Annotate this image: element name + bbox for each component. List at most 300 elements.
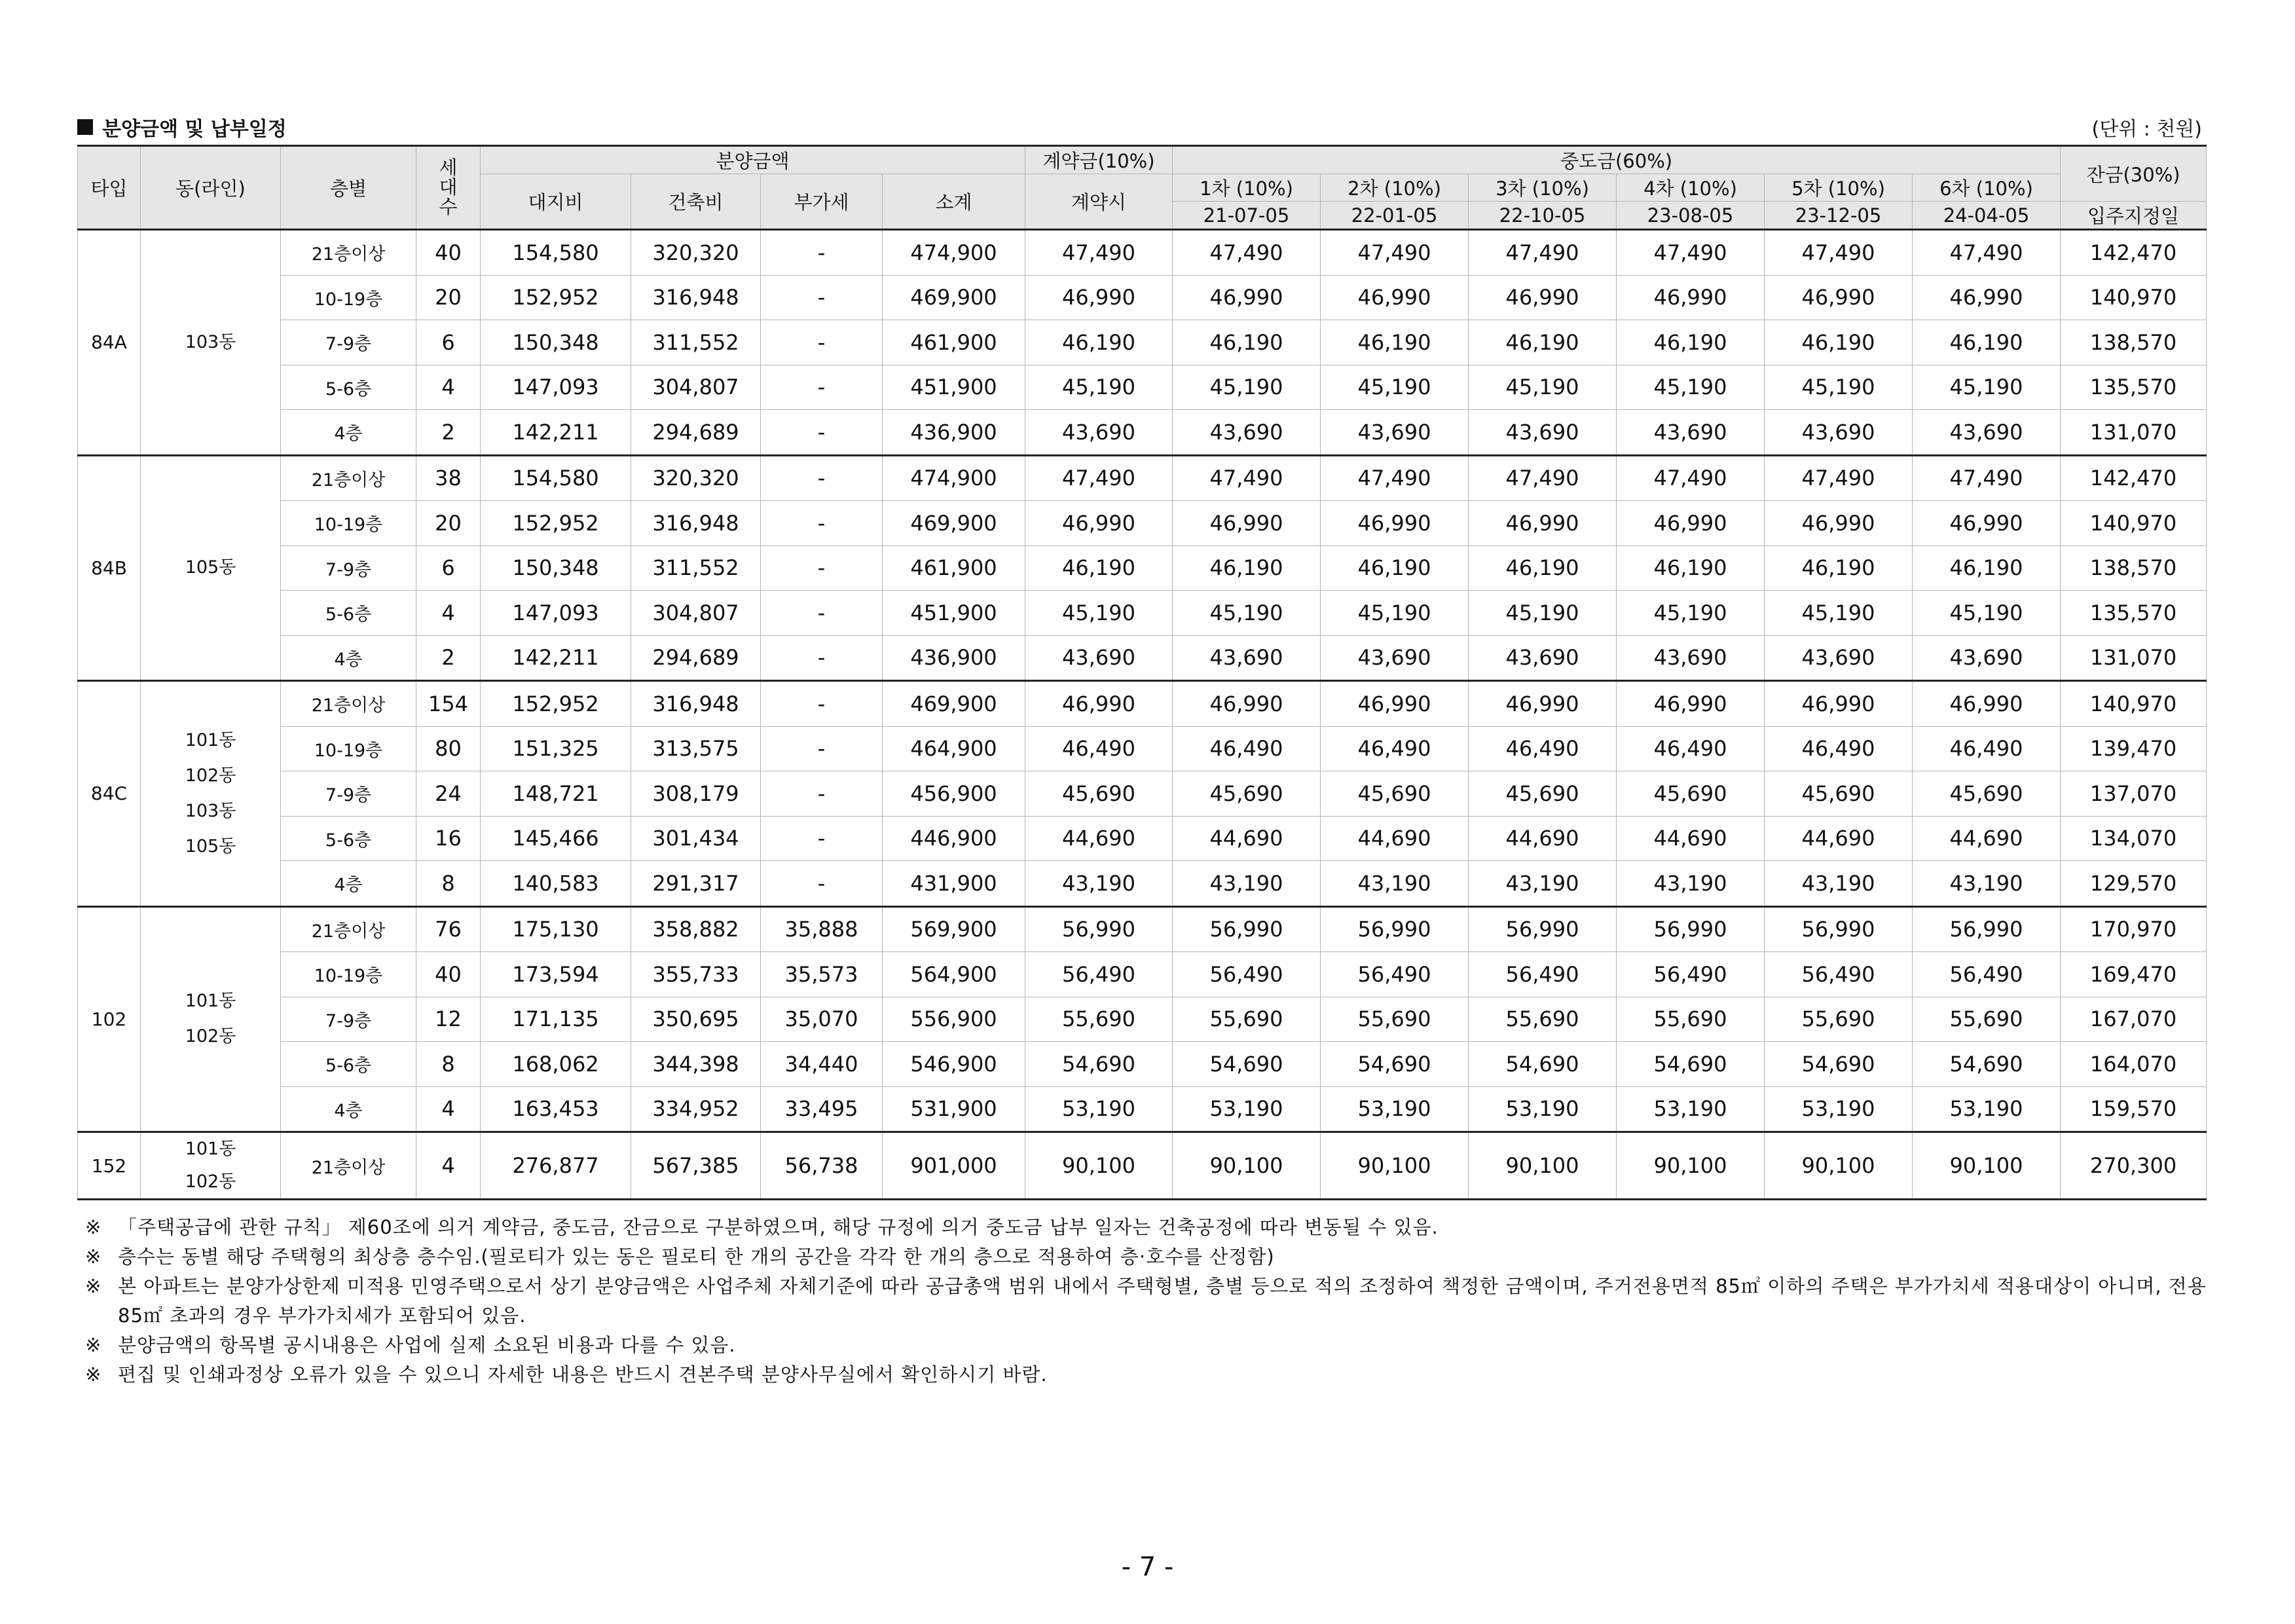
deposit-cell: 46,990 [1025, 275, 1173, 320]
middle-payment-cell: 45,190 [1913, 365, 2061, 410]
note-item [85, 1331, 2220, 1360]
subtotal-cell: 474,900 [883, 230, 1025, 276]
note-item [85, 1272, 2220, 1331]
middle-payment-cell: 45,690 [1173, 771, 1321, 817]
vat-cell: - [761, 501, 883, 546]
dong-cell: 103동 [141, 230, 281, 456]
middle-payment-cell: 56,990 [1913, 906, 2061, 952]
balance-cell: 170,970 [2061, 906, 2207, 952]
middle-payment-cell: 46,990 [1469, 501, 1617, 546]
middle-payment-cell: 45,190 [1173, 591, 1321, 636]
middle-payment-cell: 46,990 [1321, 275, 1469, 320]
table-row [78, 365, 2207, 410]
middle-payment-cell: 45,190 [1765, 365, 1913, 410]
building-cost-cell: 334,952 [631, 1086, 761, 1132]
balance-cell: 167,070 [2061, 997, 2207, 1042]
header-installment-date: 22-01-05 [1321, 202, 1469, 230]
type-cell: 84B [78, 455, 141, 681]
households-cell: 8 [416, 1042, 481, 1087]
middle-payment-cell: 43,190 [1913, 861, 2061, 907]
floor-cell: 4층 [281, 861, 416, 907]
deposit-cell: 43,690 [1025, 635, 1173, 681]
middle-payment-cell: 46,190 [1469, 320, 1617, 365]
type-group [78, 1132, 2207, 1200]
building-cost-cell: 316,948 [631, 681, 761, 727]
table-header [78, 146, 2207, 230]
table-row [78, 455, 2207, 501]
header-installment-label: 1차 (10%) [1173, 174, 1321, 202]
middle-payment-cell: 43,690 [1469, 410, 1617, 456]
header-building: 건축비 [631, 174, 761, 230]
land-cost-cell: 150,348 [481, 320, 631, 365]
subtotal-cell: 469,900 [883, 501, 1025, 546]
land-cost-cell: 152,952 [481, 275, 631, 320]
vat-cell: 34,440 [761, 1042, 883, 1087]
middle-payment-cell: 43,690 [1173, 410, 1321, 456]
land-cost-cell: 154,580 [481, 230, 631, 276]
middle-payment-cell: 45,190 [1765, 591, 1913, 636]
deposit-cell: 46,490 [1025, 726, 1173, 771]
middle-payment-cell: 47,490 [1173, 455, 1321, 501]
balance-cell: 129,570 [2061, 861, 2207, 907]
header-installment-label: 3차 (10%) [1469, 174, 1617, 202]
subtotal-cell: 469,900 [883, 275, 1025, 320]
middle-payment-cell: 46,990 [1617, 501, 1765, 546]
table-row [78, 230, 2207, 276]
middle-payment-cell: 46,990 [1469, 275, 1617, 320]
middle-payment-cell: 45,190 [1469, 365, 1617, 410]
middle-payment-cell: 46,190 [1321, 545, 1469, 591]
header-installment-date: 23-12-05 [1765, 202, 1913, 230]
middle-payment-cell: 43,190 [1321, 861, 1469, 907]
deposit-cell: 47,490 [1025, 455, 1173, 501]
floor-cell: 10-19층 [281, 726, 416, 771]
table-row [78, 410, 2207, 456]
households-cell: 80 [416, 726, 481, 771]
vat-cell: - [761, 681, 883, 727]
middle-payment-cell: 46,990 [1173, 681, 1321, 727]
deposit-cell: 47,490 [1025, 230, 1173, 276]
middle-payment-cell: 46,490 [1617, 726, 1765, 771]
middle-payment-cell: 43,690 [1173, 635, 1321, 681]
middle-payment-cell: 44,690 [1469, 816, 1617, 861]
middle-payment-cell: 46,190 [1617, 545, 1765, 591]
middle-payment-cell: 43,690 [1765, 410, 1913, 456]
vat-cell: - [761, 861, 883, 907]
vat-cell: 35,573 [761, 952, 883, 997]
vat-cell: 35,070 [761, 997, 883, 1042]
vat-cell: - [761, 635, 883, 681]
middle-payment-cell: 44,690 [1617, 816, 1765, 861]
type-group [78, 230, 2207, 456]
vat-cell: - [761, 726, 883, 771]
middle-payment-cell: 46,490 [1765, 726, 1913, 771]
subtotal-cell: 461,900 [883, 545, 1025, 591]
header-households-text [439, 158, 457, 217]
middle-payment-cell: 56,990 [1617, 906, 1765, 952]
vat-cell: - [761, 365, 883, 410]
middle-payment-cell: 43,690 [1321, 635, 1469, 681]
middle-payment-cell: 45,190 [1617, 591, 1765, 636]
header-subtotal: 소계 [883, 174, 1025, 230]
middle-payment-cell: 43,190 [1617, 861, 1765, 907]
table-row [78, 816, 2207, 861]
households-cell: 2 [416, 410, 481, 456]
floor-cell: 10-19층 [281, 952, 416, 997]
dong-cell: 101동 102동 [141, 1132, 281, 1200]
middle-payment-cell: 54,690 [1321, 1042, 1469, 1087]
floor-cell: 10-19층 [281, 501, 416, 546]
middle-payment-cell: 46,990 [1913, 501, 2061, 546]
notes-section [85, 1213, 2220, 1390]
households-cell: 2 [416, 635, 481, 681]
land-cost-cell: 150,348 [481, 545, 631, 591]
building-cost-cell: 320,320 [631, 455, 761, 501]
unit-label: (단위 : 천원) [2091, 118, 2202, 141]
middle-payment-cell: 90,100 [1765, 1132, 1913, 1200]
building-cost-cell: 311,552 [631, 320, 761, 365]
middle-payment-cell: 46,990 [1173, 501, 1321, 546]
vat-cell: 33,495 [761, 1086, 883, 1132]
households-cell: 154 [416, 681, 481, 727]
balance-cell: 140,970 [2061, 275, 2207, 320]
table-row [78, 1086, 2207, 1132]
type-cell: 84C [78, 681, 141, 907]
middle-payment-cell: 56,990 [1765, 906, 1913, 952]
households-cell: 76 [416, 906, 481, 952]
header-type: 타입 [78, 146, 141, 230]
households-cell: 16 [416, 816, 481, 861]
building-cost-cell: 344,398 [631, 1042, 761, 1087]
middle-payment-cell: 54,690 [1173, 1042, 1321, 1087]
balance-cell: 134,070 [2061, 816, 2207, 861]
header-middle: 중도금(60%) [1173, 146, 2061, 174]
middle-payment-cell: 46,990 [1469, 681, 1617, 727]
subtotal-cell: 461,900 [883, 320, 1025, 365]
balance-cell: 142,470 [2061, 230, 2207, 276]
middle-payment-cell: 46,190 [1913, 545, 2061, 591]
middle-payment-cell: 46,490 [1173, 726, 1321, 771]
middle-payment-cell: 45,190 [1617, 365, 1765, 410]
middle-payment-cell: 90,100 [1617, 1132, 1765, 1200]
subtotal-cell: 569,900 [883, 906, 1025, 952]
middle-payment-cell: 45,690 [1765, 771, 1913, 817]
middle-payment-cell: 45,190 [1321, 591, 1469, 636]
header-installment-label: 4차 (10%) [1617, 174, 1765, 202]
balance-cell: 159,570 [2061, 1086, 2207, 1132]
middle-payment-cell: 46,990 [1617, 681, 1765, 727]
header-installment-label: 6차 (10%) [1913, 174, 2061, 202]
table-row [78, 952, 2207, 997]
header-vat: 부가세 [761, 174, 883, 230]
building-cost-cell: 311,552 [631, 545, 761, 591]
table-row [78, 320, 2207, 365]
building-cost-cell: 316,948 [631, 275, 761, 320]
subtotal-cell: 451,900 [883, 365, 1025, 410]
middle-payment-cell: 55,690 [1617, 997, 1765, 1042]
type-cell: 152 [78, 1132, 141, 1200]
table-row [78, 545, 2207, 591]
middle-payment-cell: 55,690 [1321, 997, 1469, 1042]
building-cost-cell: 313,575 [631, 726, 761, 771]
subtotal-cell: 564,900 [883, 952, 1025, 997]
note-item [85, 1360, 2220, 1390]
middle-payment-cell: 45,690 [1617, 771, 1765, 817]
building-cost-cell: 291,317 [631, 861, 761, 907]
note-text: 「주택공급에 관한 규칙」 제60조에 의거 계약금, 중도금, 잔금으로 구분하였으며, 해당 규정에 의거 중도금 납부 일자는 건축공정에 따라 변동될 수 있음. [118, 1216, 1439, 1238]
header-balance-when: 입주지정일 [2061, 202, 2207, 230]
floor-cell: 5-6층 [281, 1042, 416, 1087]
subtotal-cell: 436,900 [883, 635, 1025, 681]
land-cost-cell: 163,453 [481, 1086, 631, 1132]
balance-cell: 135,570 [2061, 591, 2207, 636]
balance-cell: 169,470 [2061, 952, 2207, 997]
balance-cell: 140,970 [2061, 501, 2207, 546]
balance-cell: 164,070 [2061, 1042, 2207, 1087]
building-cost-cell: 567,385 [631, 1132, 761, 1200]
middle-payment-cell: 43,690 [1469, 635, 1617, 681]
land-cost-cell: 142,211 [481, 635, 631, 681]
note-mark-icon: ※ [85, 1246, 102, 1268]
middle-payment-cell: 45,190 [1469, 591, 1617, 636]
middle-payment-cell: 47,490 [1617, 455, 1765, 501]
middle-payment-cell: 45,190 [1173, 365, 1321, 410]
floor-cell: 5-6층 [281, 591, 416, 636]
balance-cell: 138,570 [2061, 545, 2207, 591]
table-row [78, 275, 2207, 320]
middle-payment-cell: 46,190 [1173, 320, 1321, 365]
type-group [78, 681, 2207, 907]
subtotal-cell: 446,900 [883, 816, 1025, 861]
header-households-char: 수 [439, 195, 458, 218]
note-mark-icon: ※ [85, 1275, 102, 1297]
note-text: 층수는 동별 해당 주택형의 최상층 층수임.(필로티가 있는 동은 필로티 한 개의 공간을 각각 한 개의 층으로 적용하여 층·호수를 산정함) [118, 1246, 1275, 1268]
section-title-text: 분양금액 및 납부일정 [102, 118, 287, 141]
middle-payment-cell: 46,990 [1173, 275, 1321, 320]
subtotal-cell: 474,900 [883, 455, 1025, 501]
households-cell: 4 [416, 1132, 481, 1200]
middle-payment-cell: 90,100 [1173, 1132, 1321, 1200]
land-cost-cell: 148,721 [481, 771, 631, 817]
middle-payment-cell: 46,190 [1321, 320, 1469, 365]
middle-payment-cell: 55,690 [1913, 997, 2061, 1042]
middle-payment-cell: 45,690 [1913, 771, 2061, 817]
households-cell: 20 [416, 275, 481, 320]
note-mark-icon: ※ [85, 1363, 102, 1386]
deposit-cell: 46,190 [1025, 545, 1173, 591]
table-row [78, 591, 2207, 636]
subtotal-cell: 901,000 [883, 1132, 1025, 1200]
balance-cell: 140,970 [2061, 681, 2207, 727]
vat-cell: - [761, 771, 883, 817]
floor-cell: 4층 [281, 1086, 416, 1132]
middle-payment-cell: 45,190 [1321, 365, 1469, 410]
middle-payment-cell: 47,490 [1173, 230, 1321, 276]
middle-payment-cell: 46,490 [1469, 726, 1617, 771]
middle-payment-cell: 53,190 [1617, 1086, 1765, 1132]
middle-payment-cell: 43,190 [1173, 861, 1321, 907]
middle-payment-cell: 56,490 [1469, 952, 1617, 997]
table-row [78, 906, 2207, 952]
land-cost-cell: 147,093 [481, 365, 631, 410]
page-number: - 7 - [1121, 1552, 1174, 1582]
building-cost-cell: 350,695 [631, 997, 761, 1042]
floor-cell: 7-9층 [281, 320, 416, 365]
middle-payment-cell: 47,490 [1765, 455, 1913, 501]
households-cell: 20 [416, 501, 481, 546]
building-cost-cell: 304,807 [631, 591, 761, 636]
header-installment-date: 22-10-05 [1469, 202, 1617, 230]
subtotal-cell: 469,900 [883, 681, 1025, 727]
middle-payment-cell: 46,190 [1173, 545, 1321, 591]
middle-payment-cell: 43,690 [1617, 635, 1765, 681]
note-mark-icon: ※ [85, 1334, 102, 1356]
middle-payment-cell: 55,690 [1173, 997, 1321, 1042]
households-cell: 40 [416, 952, 481, 997]
middle-payment-cell: 47,490 [1617, 230, 1765, 276]
header-installment-date: 23-08-05 [1617, 202, 1765, 230]
middle-payment-cell: 47,490 [1765, 230, 1913, 276]
middle-payment-cell: 43,690 [1913, 635, 2061, 681]
table-row [78, 635, 2207, 681]
middle-payment-cell: 46,990 [1765, 681, 1913, 727]
header-households-char: 대 [439, 175, 458, 198]
header-households [416, 146, 481, 230]
table-row [78, 1042, 2207, 1087]
floor-cell: 5-6층 [281, 816, 416, 861]
dong-cell: 101동 102동 [141, 906, 281, 1132]
households-cell: 4 [416, 365, 481, 410]
vat-cell: - [761, 816, 883, 861]
subtotal-cell: 531,900 [883, 1086, 1025, 1132]
middle-payment-cell: 47,490 [1913, 455, 2061, 501]
header-installment-label: 5차 (10%) [1765, 174, 1913, 202]
floor-cell: 21층이상 [281, 455, 416, 501]
table-row [78, 501, 2207, 546]
middle-payment-cell: 54,690 [1617, 1042, 1765, 1087]
middle-payment-cell: 47,490 [1469, 455, 1617, 501]
note-text: 편집 및 인쇄과정상 오류가 있을 수 있으니 자세한 내용은 반드시 견본주택 분양사무실에서 확인하시기 바람. [118, 1363, 1048, 1386]
table-row [78, 861, 2207, 907]
type-group [78, 455, 2207, 681]
middle-payment-cell: 56,990 [1321, 906, 1469, 952]
middle-payment-cell: 56,490 [1173, 952, 1321, 997]
land-cost-cell: 154,580 [481, 455, 631, 501]
middle-payment-cell: 45,190 [1913, 591, 2061, 636]
vat-cell: - [761, 230, 883, 276]
middle-payment-cell: 44,690 [1913, 816, 2061, 861]
vat-cell: - [761, 410, 883, 456]
middle-payment-cell: 56,490 [1617, 952, 1765, 997]
middle-payment-cell: 53,190 [1469, 1086, 1617, 1132]
middle-payment-cell: 46,990 [1765, 275, 1913, 320]
land-cost-cell: 152,952 [481, 681, 631, 727]
middle-payment-cell: 43,690 [1617, 410, 1765, 456]
header-sale-price: 분양금액 [481, 146, 1025, 174]
floor-cell: 7-9층 [281, 997, 416, 1042]
header-balance: 잔금(30%) [2061, 146, 2207, 202]
floor-cell: 4층 [281, 410, 416, 456]
header-deposit-when: 계약시 [1025, 174, 1173, 230]
building-cost-cell: 308,179 [631, 771, 761, 817]
deposit-cell: 45,190 [1025, 591, 1173, 636]
header-households-char: 세 [439, 156, 458, 179]
middle-payment-cell: 46,190 [1765, 320, 1913, 365]
type-cell: 102 [78, 906, 141, 1132]
land-cost-cell: 276,877 [481, 1132, 631, 1200]
square-bullet-icon [77, 119, 93, 135]
table-row [78, 681, 2207, 727]
households-cell: 24 [416, 771, 481, 817]
building-cost-cell: 316,948 [631, 501, 761, 546]
building-cost-cell: 294,689 [631, 410, 761, 456]
middle-payment-cell: 47,490 [1321, 230, 1469, 276]
deposit-cell: 46,190 [1025, 320, 1173, 365]
land-cost-cell: 145,466 [481, 816, 631, 861]
balance-cell: 137,070 [2061, 771, 2207, 817]
middle-payment-cell: 45,690 [1469, 771, 1617, 817]
type-cell: 84A [78, 230, 141, 456]
table-row [78, 726, 2207, 771]
vat-cell: - [761, 320, 883, 365]
vat-cell: - [761, 275, 883, 320]
balance-cell: 139,470 [2061, 726, 2207, 771]
floor-cell: 21층이상 [281, 681, 416, 727]
subtotal-cell: 451,900 [883, 591, 1025, 636]
middle-payment-cell: 90,100 [1913, 1132, 2061, 1200]
note-mark-icon: ※ [85, 1216, 102, 1238]
table-row [78, 771, 2207, 817]
balance-cell: 138,570 [2061, 320, 2207, 365]
middle-payment-cell: 55,690 [1469, 997, 1617, 1042]
floor-cell: 10-19층 [281, 275, 416, 320]
middle-payment-cell: 53,190 [1765, 1086, 1913, 1132]
middle-payment-cell: 45,690 [1321, 771, 1469, 817]
balance-cell: 131,070 [2061, 635, 2207, 681]
land-cost-cell: 151,325 [481, 726, 631, 771]
balance-cell: 142,470 [2061, 455, 2207, 501]
deposit-cell: 55,690 [1025, 997, 1173, 1042]
deposit-cell: 56,990 [1025, 906, 1173, 952]
deposit-cell: 45,190 [1025, 365, 1173, 410]
header-dong: 동(라인) [141, 146, 281, 230]
middle-payment-cell: 44,690 [1765, 816, 1913, 861]
deposit-cell: 56,490 [1025, 952, 1173, 997]
middle-payment-cell: 43,190 [1469, 861, 1617, 907]
deposit-cell: 54,690 [1025, 1042, 1173, 1087]
middle-payment-cell: 54,690 [1469, 1042, 1617, 1087]
middle-payment-cell: 56,990 [1173, 906, 1321, 952]
land-cost-cell: 173,594 [481, 952, 631, 997]
middle-payment-cell: 90,100 [1469, 1132, 1617, 1200]
subtotal-cell: 464,900 [883, 726, 1025, 771]
middle-payment-cell: 46,190 [1913, 320, 2061, 365]
middle-payment-cell: 46,990 [1321, 501, 1469, 546]
land-cost-cell: 147,093 [481, 591, 631, 636]
table-row [78, 997, 2207, 1042]
subtotal-cell: 436,900 [883, 410, 1025, 456]
vat-cell: - [761, 455, 883, 501]
middle-payment-cell: 53,190 [1913, 1086, 2061, 1132]
middle-payment-cell: 55,690 [1765, 997, 1913, 1042]
middle-payment-cell: 53,190 [1173, 1086, 1321, 1132]
floor-cell: 5-6층 [281, 365, 416, 410]
subtotal-cell: 546,900 [883, 1042, 1025, 1087]
deposit-cell: 43,190 [1025, 861, 1173, 907]
households-cell: 8 [416, 861, 481, 907]
balance-cell: 131,070 [2061, 410, 2207, 456]
section-title [77, 113, 287, 141]
